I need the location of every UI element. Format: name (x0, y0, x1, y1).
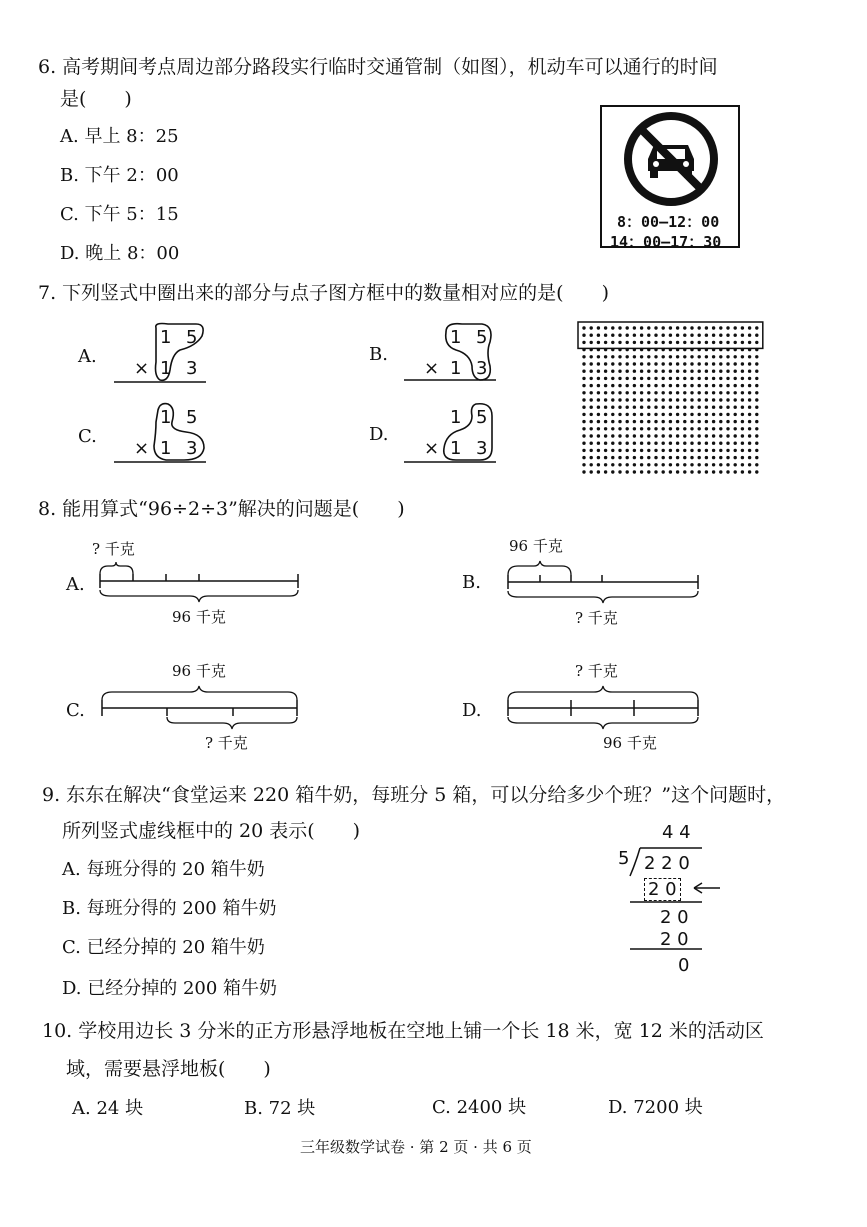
sign-time-1: 8：00—12：00 (617, 213, 720, 231)
q10-option-c[interactable]: C. 2400 块 (432, 1097, 527, 1118)
digit: 3 (476, 358, 488, 379)
q6-option-b[interactable]: B. 下午 2：00 (60, 165, 179, 186)
q8-a-top-label: ? 千克 (92, 540, 135, 558)
q7-stem: 7. 下列竖式中圈出来的部分与点子图方框中的数量相对应的是( ) (38, 282, 609, 304)
dividend: 2 2 0 (644, 853, 690, 874)
q8-c-top-label: 96 千克 (172, 662, 226, 680)
times-sign: × (424, 358, 440, 379)
q10-stem-line2: 域，需要悬浮地板( ) (66, 1058, 271, 1080)
q6-option-d[interactable]: D. 晚上 8：00 (60, 243, 180, 264)
divisor: 5 (618, 848, 630, 869)
digit: 1 (450, 358, 462, 379)
step-value: 2 0 (660, 907, 689, 928)
q7-option-b-label[interactable]: B. (369, 344, 388, 365)
times-sign: × (424, 438, 440, 459)
digit: 1 (160, 438, 172, 459)
q9-option-a[interactable]: A. 每班分得的 20 箱牛奶 (62, 859, 265, 880)
q8-c-bottom-label: ? 千克 (205, 734, 248, 752)
q8-b-top-label: 96 千克 (509, 537, 563, 555)
long-division-figure (610, 818, 730, 978)
q7-option-d-label[interactable]: D. (369, 424, 389, 445)
digit: 1 (160, 327, 172, 348)
q6-stem-line2: 是( ) (60, 88, 132, 110)
q10-option-b[interactable]: B. 72 块 (244, 1098, 316, 1119)
remainder: 0 (678, 955, 690, 976)
q8-option-a-label[interactable]: A. (66, 574, 85, 595)
q6-option-a[interactable]: A. 早上 8：25 (60, 126, 179, 147)
digit: 5 (476, 327, 488, 348)
digit: 5 (186, 327, 198, 348)
arrow-left-icon (610, 818, 730, 978)
digit: 5 (186, 407, 198, 428)
page-footer: 三年级数学试卷 · 第 2 页 · 共 6 页 (300, 1138, 532, 1156)
digit: 1 (450, 407, 462, 428)
times-sign: × (134, 358, 150, 379)
q8-b-bottom-label: ? 千克 (575, 609, 618, 627)
q10-option-a[interactable]: A. 24 块 (72, 1098, 144, 1119)
q10-stem-line1: 10. 学校用边长 3 分米的正方形悬浮地板在空地上铺一个长 18 米，宽 12 米的活动区 (42, 1020, 764, 1042)
q8-option-c-label[interactable]: C. (66, 700, 85, 721)
q8-d-bottom-label: 96 千克 (603, 734, 657, 752)
q8-stem: 8. 能用算式“96÷2÷3”解决的问题是( ) (38, 498, 405, 520)
digit: 1 (450, 327, 462, 348)
digit: 1 (160, 358, 172, 379)
q9-option-c[interactable]: C. 已经分掉的 20 箱牛奶 (62, 937, 265, 958)
q9-stem-line1: 9. 东东在解决“食堂运来 220 箱牛奶，每班分 5 箱，可以分给多少个班？”这个问题时， (42, 784, 786, 806)
q8-a-bottom-label: 96 千克 (172, 608, 226, 626)
q9-stem-line2: 所列竖式虚线框中的 20 表示( ) (62, 820, 361, 842)
q8-option-d-label[interactable]: D. (462, 700, 482, 721)
q9-option-d[interactable]: D. 已经分掉的 200 箱牛奶 (62, 978, 278, 999)
q6-stem-line1: 6. 高考期间考点周边部分路段实行临时交通管制（如图），机动车可以通行的时间 (38, 56, 718, 78)
digit: 1 (160, 407, 172, 428)
step-value: 2 0 (660, 929, 689, 950)
times-sign: × (134, 438, 150, 459)
q7-option-a-label[interactable]: A. (78, 346, 97, 367)
q6-option-c[interactable]: C. 下午 5：15 (60, 204, 179, 225)
q8-option-b-label[interactable]: B. (462, 572, 481, 593)
quotient: 4 4 (662, 822, 691, 843)
digit: 5 (476, 407, 488, 428)
q7-option-c-label[interactable]: C. (78, 426, 97, 447)
boxed-twenty: 2 0 (644, 878, 681, 901)
digit: 3 (186, 358, 198, 379)
q9-option-b[interactable]: B. 每班分得的 200 箱牛奶 (62, 898, 277, 919)
q8-d-top-label: ? 千克 (575, 662, 618, 680)
digit: 3 (186, 438, 198, 459)
digit: 3 (476, 438, 488, 459)
digit: 1 (450, 438, 462, 459)
q10-option-d[interactable]: D. 7200 块 (608, 1097, 703, 1118)
sign-time-2: 14：00—17：30 (610, 233, 722, 251)
